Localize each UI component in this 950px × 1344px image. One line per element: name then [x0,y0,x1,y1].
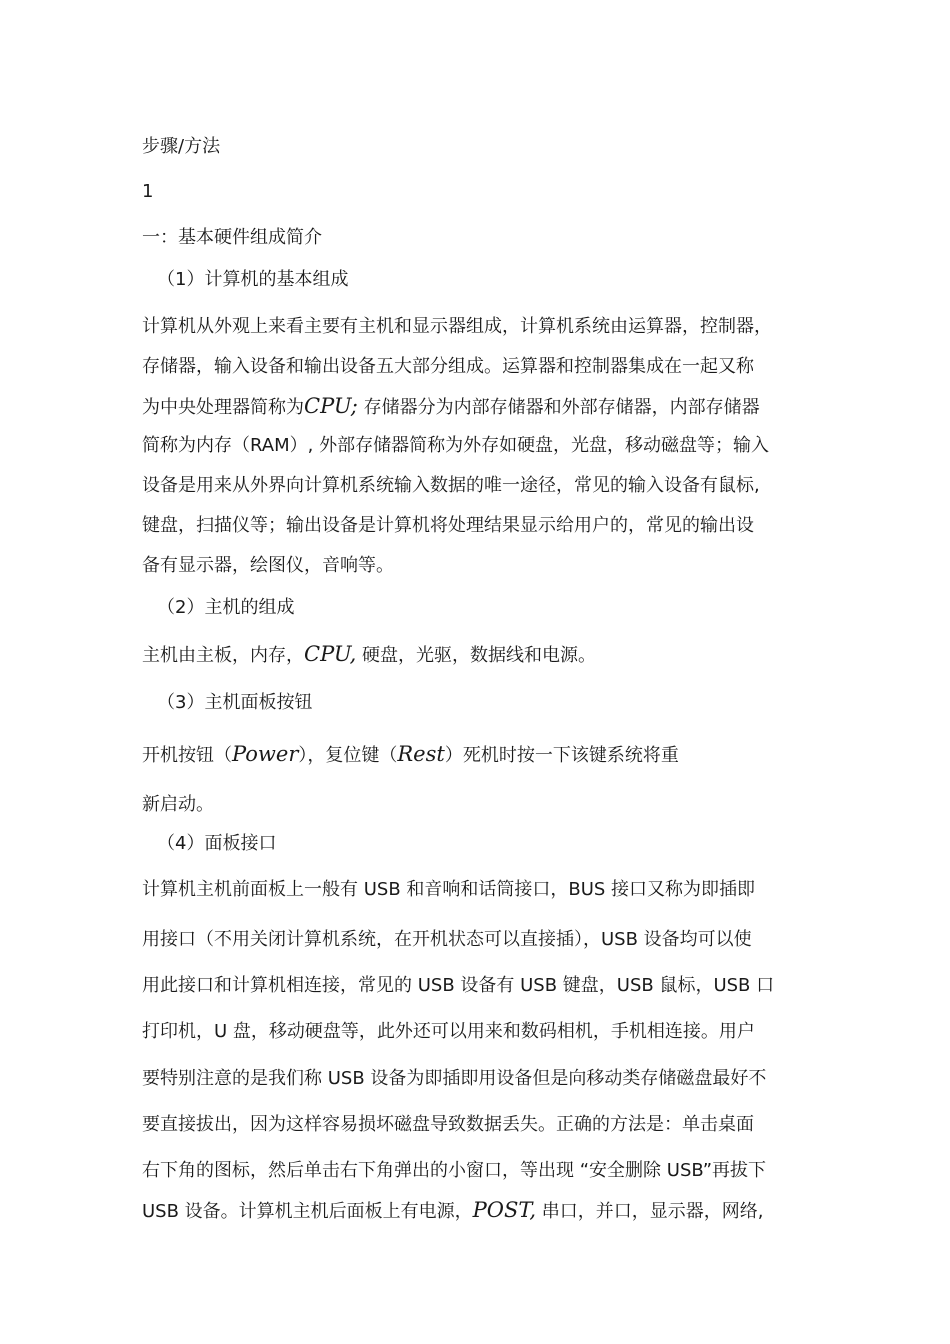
text-line [142,393,760,421]
cpu-term: CPU, [304,642,357,666]
paragraph-host-composition [142,641,596,669]
text-line: 用接口（不用关闭计算机系统，在开机状态可以直接插），USB 设备均可以使 [142,929,752,950]
subheading-panel-ports: （4）面板接口 [157,833,277,854]
text-run: 硬盘，光驱，数据线和电源。 [356,645,597,666]
text-line: 设备是用来从外界向计算机系统输入数据的唯一途径，常见的输入设备有鼠标, [142,475,760,496]
text-run: 主机由主板，内存， [142,645,304,666]
text-line: 计算机从外观上来看主要有主机和显示器组成，计算机系统由运算器，控制器， [142,316,772,337]
cpu-term: CPU; [304,394,358,418]
text-line: 用此接口和计算机相连接，常见的 USB 设备有 USB 键盘，USB 鼠标，USB 口 [142,975,775,996]
text-line: 备有显示器，绘图仪，音响等。 [142,555,394,576]
text-run: 存储器分为内部存储器和外部存储器，内部存储器 [357,397,760,418]
text-run: USB 设备。计算机主机后面板上有电源， [142,1201,473,1222]
text-run: 串口，并口，显示器，网络, [536,1201,764,1222]
heading: 步骤/方法 [142,136,221,157]
section-title: 一：基本硬件组成简介 [142,227,322,248]
text-line [142,1197,763,1225]
post-term: POST, [472,1198,536,1222]
text-line: 打印机，U 盘，移动硬盘等，此外还可以用来和数码相机，手机相连接。用户 [142,1021,755,1042]
step-number: 1 [142,181,154,202]
text-line: 计算机主机前面板上一般有 USB 和音响和话筒接口，BUS 接口又称为即插即 [142,879,756,900]
rest-term: Rest [397,742,445,766]
text-line: 要直接拔出，因为这样容易损坏磁盘导致数据丢失。正确的方法是：单击桌面 [142,1114,754,1135]
text-line: 简称为内存（RAM）, 外部存储器简称为外存如硬盘，光盘，移动磁盘等；输入 [142,435,770,456]
text-line: 右下角的图标，然后单击右下角弹出的小窗口，等出现 “安全删除 USB”再拔下 [142,1160,767,1181]
text-run: ）死机时按一下该键系统将重 [444,745,679,766]
text-run: ），复位键（ [298,745,398,766]
power-term: Power [232,742,299,766]
subheading-panel-buttons: （3）主机面板按钮 [157,692,313,713]
text-line: 要特别注意的是我们称 USB 设备为即插即用设备但是向移动类存储磁盘最好不 [142,1068,767,1089]
text-run: 开机按钮（ [142,745,232,766]
text-line: 新启动。 [142,794,214,815]
paragraph-panel-buttons [142,741,679,769]
text-line: 存储器，输入设备和输出设备五大部分组成。运算器和控制器集成在一起又称 [142,356,754,377]
text-line: 键盘，扫描仪等；输出设备是计算机将处理结果显示给用户的，常见的输出设 [142,515,754,536]
text-run: 为中央处理器简称为 [142,397,304,418]
subheading-host-composition: （2）主机的组成 [157,597,295,618]
subheading-basic-composition: （1）计算机的基本组成 [157,269,349,290]
